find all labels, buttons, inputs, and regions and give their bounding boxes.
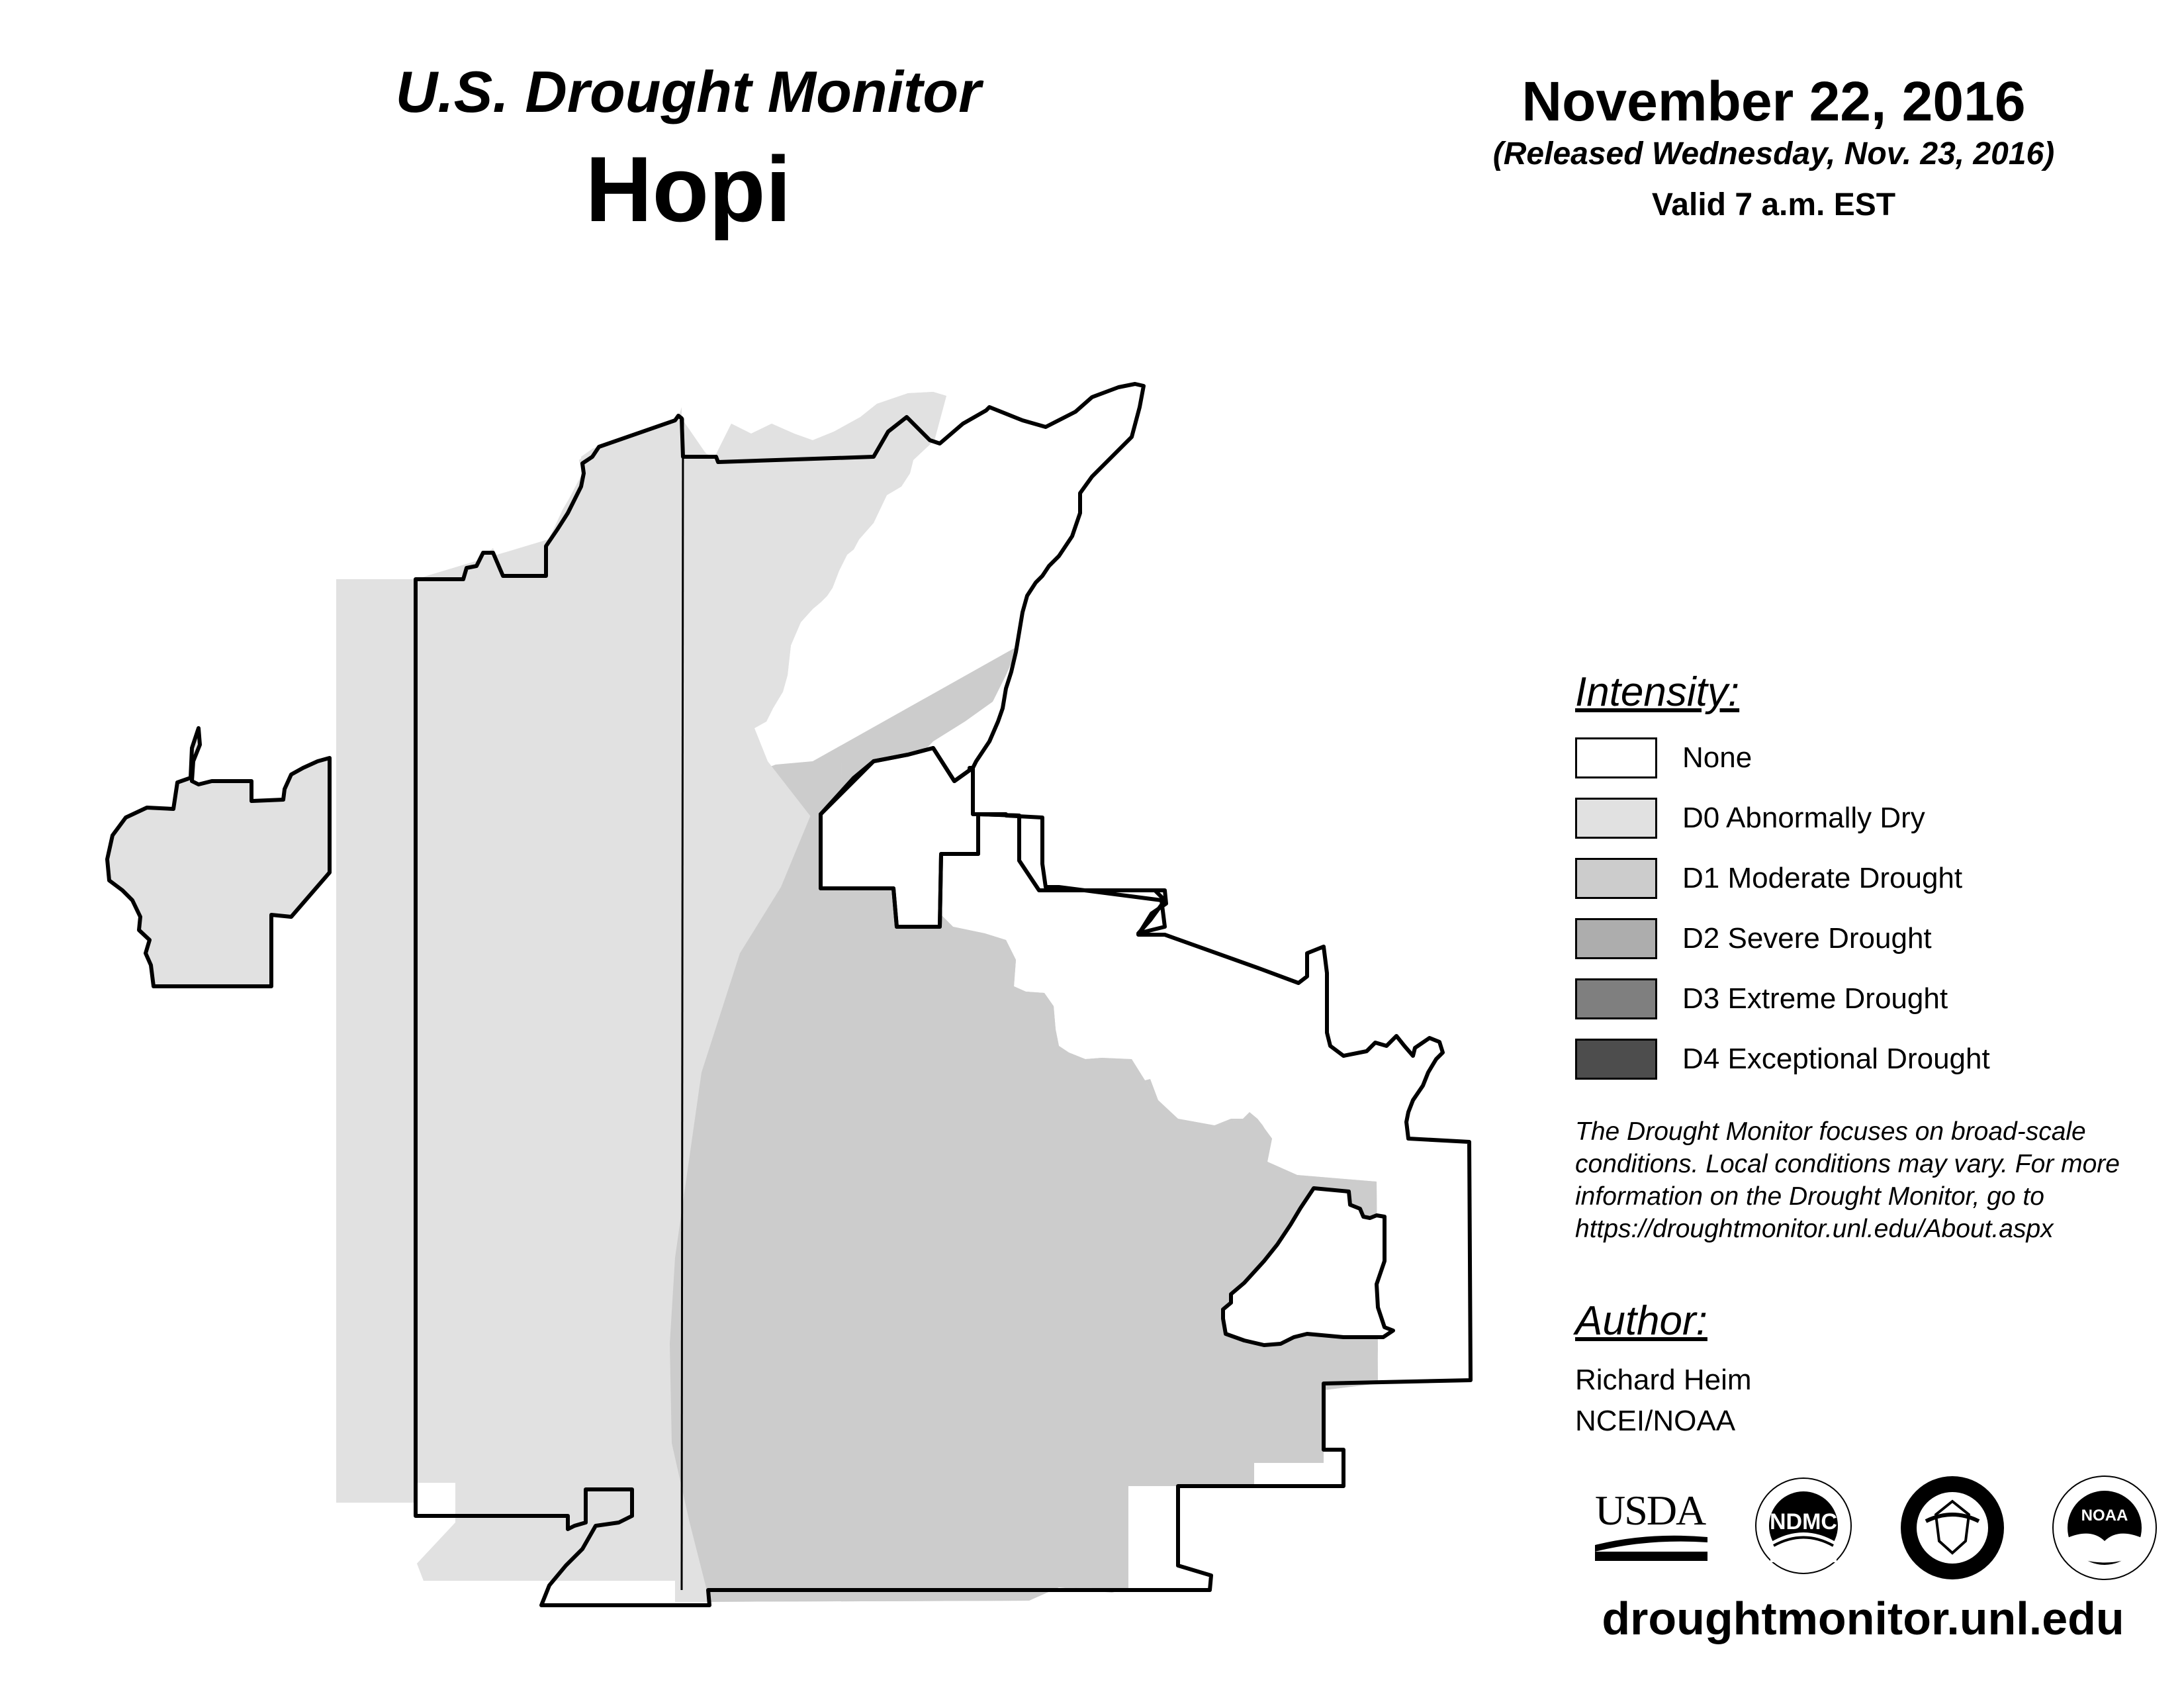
usda-logo-text: USDA xyxy=(1595,1487,1706,1534)
d1-fill xyxy=(670,596,1423,1609)
legend-label: D2 Severe Drought xyxy=(1682,922,1932,955)
legend-title: Intensity: xyxy=(1575,669,1740,715)
author-org: NCEI/NOAA xyxy=(1575,1405,1736,1437)
legend-item xyxy=(1575,915,1932,962)
legend-swatch xyxy=(1575,1039,1657,1080)
ndmc-logo-text: NDMC xyxy=(1770,1509,1837,1534)
legend-swatch xyxy=(1575,858,1657,899)
department-of-commerce-seal-icon xyxy=(1899,1475,2005,1581)
usda-logo xyxy=(1595,1489,1707,1562)
legend-item xyxy=(1575,1036,1990,1082)
legend-label: D4 Exceptional Drought xyxy=(1682,1043,1990,1075)
legend-swatch xyxy=(1575,798,1657,839)
partition-line xyxy=(682,418,683,1590)
region-name: Hopi xyxy=(585,137,792,241)
noaa-logo xyxy=(2052,1475,2158,1581)
legend-item xyxy=(1575,735,1752,781)
legend-label: D1 Moderate Drought xyxy=(1682,862,1963,894)
author-name: Richard Heim xyxy=(1575,1364,1752,1396)
commerce-seal xyxy=(1899,1475,2005,1581)
legend-swatch xyxy=(1575,978,1657,1019)
legend-label: D0 Abnormally Dry xyxy=(1682,802,1925,834)
website-url[interactable]: droughtmonitor.unl.edu xyxy=(1602,1593,2124,1644)
legend-item xyxy=(1575,795,1925,841)
valid-time: Valid 7 a.m. EST xyxy=(1651,187,1896,222)
ndmc-logo xyxy=(1754,1476,1853,1575)
usda-swoosh-icon xyxy=(1595,1532,1707,1562)
legend-swatch xyxy=(1575,737,1657,778)
western-parcel xyxy=(107,728,330,986)
legend-item xyxy=(1575,855,1962,902)
noaa-seagull-icon xyxy=(2052,1475,2158,1581)
legend-label: D3 Extreme Drought xyxy=(1682,982,1948,1015)
author-title: Author: xyxy=(1575,1298,1707,1344)
release-date: (Released Wednesday, Nov. 23, 2016) xyxy=(1492,136,2055,171)
map-title: U.S. Drought Monitor xyxy=(395,59,981,124)
legend-item xyxy=(1575,976,1948,1022)
disclaimer-note: The Drought Monitor focuses on broad-scale conditions. Local conditions may vary. For more information on the Drought Monitor, go to https://droughtmonitor.unl.edu/About.aspx xyxy=(1575,1117,2120,1243)
legend-label: None xyxy=(1682,741,1752,774)
noaa-logo-text: NOAA xyxy=(2081,1507,2128,1524)
legend-swatch xyxy=(1575,918,1657,959)
map-date: November 22, 2016 xyxy=(1522,70,2026,132)
